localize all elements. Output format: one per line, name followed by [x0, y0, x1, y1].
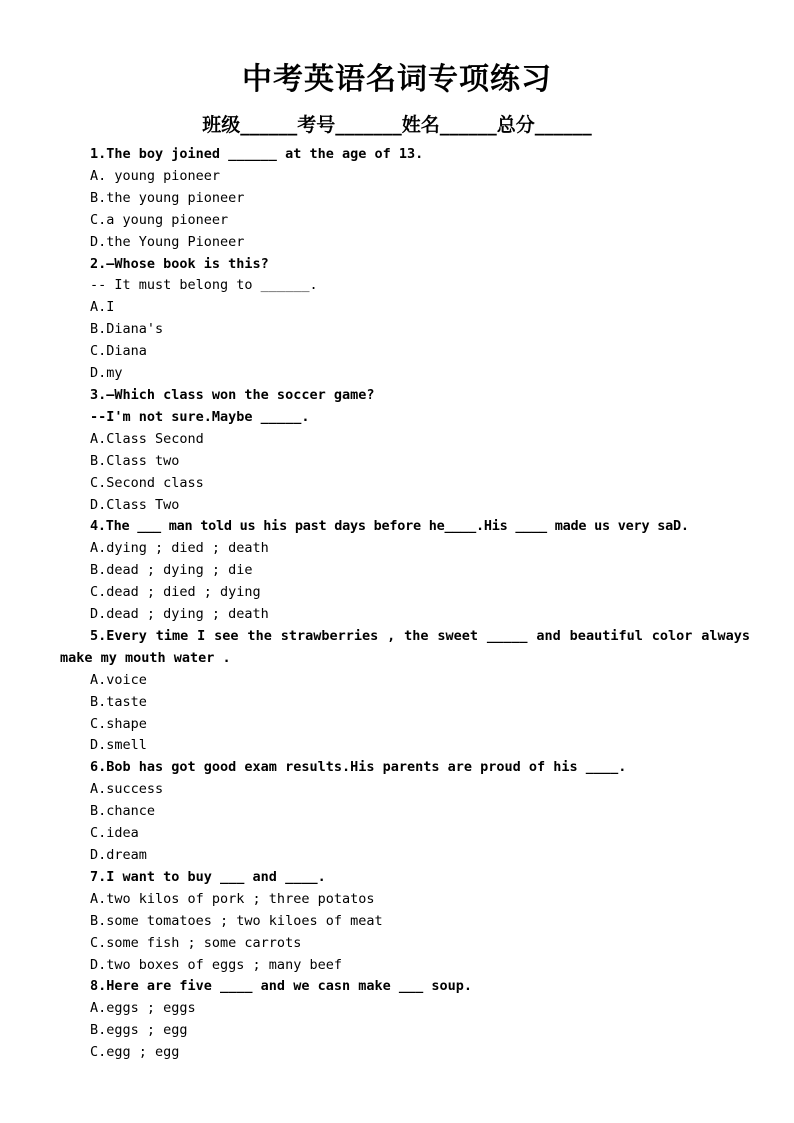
question-2-option-c: C.Diana: [90, 343, 147, 360]
question-8-option-b: B.eggs ; egg: [90, 1022, 188, 1039]
question-4-option-d: D.dead ; dying ; death: [90, 606, 269, 623]
question-7-option-a: A.two kilos of pork ; three potatos: [90, 890, 375, 907]
question-2-option-d: D.my: [90, 365, 123, 382]
question-7-stem: 7.I want to buy ___ and ____.: [90, 868, 326, 885]
question-3-option-b: B.Class two: [90, 452, 180, 469]
question-6-option-b: B.chance: [90, 803, 156, 820]
page-title: 中考英语名词专项练习: [242, 62, 552, 97]
question-list: [60, 144, 750, 1064]
question-3-option-a: A.Class Second: [90, 430, 204, 447]
question-3-stem: 3.—Which class won the soccer game?: [90, 386, 375, 403]
question-5-option-b: B.taste: [90, 693, 147, 710]
question-6-option-a: A.success: [90, 781, 164, 798]
question-4-stem: 4.The ___ man told us his past days before he____.His ____ made us very saD.: [90, 518, 689, 535]
question-6-stem: 6.Bob has got good exam results.His parents are proud of his ____.: [90, 759, 627, 776]
question-8-stem: 8.Here are five ____ and we casn make ___ soup.: [90, 978, 473, 995]
question-7-option-c: C.some fish ; some carrots: [90, 934, 302, 951]
question-8-option-a: A.eggs ; eggs: [90, 1000, 196, 1017]
question-1-option-b: B.the young pioneer: [90, 189, 245, 206]
question-1-option-a: A. young pioneer: [90, 167, 221, 184]
question-8-option-c: C.egg ; egg: [90, 1044, 180, 1061]
question-5-stem: 5.Every time I see the strawberries , the sweet _____ and beautiful color always make my mouth water .: [60, 627, 750, 666]
question-5-option-d: D.smell: [90, 737, 147, 754]
question-2-stem-line-2: -- It must belong to ______.: [90, 277, 318, 294]
question-5-option-c: C.shape: [90, 715, 147, 732]
question-2-stem: 2.—Whose book is this?: [90, 255, 269, 272]
question-4-option-c: C.dead ; died ; dying: [90, 584, 261, 601]
question-1-stem: 1.The boy joined ______ at the age of 13.: [90, 146, 424, 162]
question-7-option-b: B.some tomatoes ; two kiloes of meat: [90, 912, 383, 929]
question-6-option-c: C.idea: [90, 825, 139, 842]
question-5-option-a: A.voice: [90, 671, 147, 688]
student-info-line: 班级______考号_______姓名______总分______: [202, 114, 592, 136]
question-7-option-d: D.two boxes of eggs ; many beef: [90, 956, 342, 973]
question-3-option-d: D.Class Two: [90, 496, 180, 513]
question-3-option-c: C.Second class: [90, 474, 204, 491]
question-4-option-a: A.dying ; died ; death: [90, 540, 269, 557]
question-2-option-b: B.Diana's: [90, 321, 164, 338]
question-4-option-b: B.dead ; dying ; die: [90, 562, 253, 579]
question-1-option-d: D.the Young Pioneer: [90, 233, 245, 250]
question-3-stem-line-2: --I'm not sure.Maybe _____.: [90, 408, 310, 425]
question-2-option-a: A.I: [90, 299, 115, 316]
question-1-option-c: C.a young pioneer: [90, 211, 229, 228]
question-6-option-d: D.dream: [90, 847, 147, 863]
